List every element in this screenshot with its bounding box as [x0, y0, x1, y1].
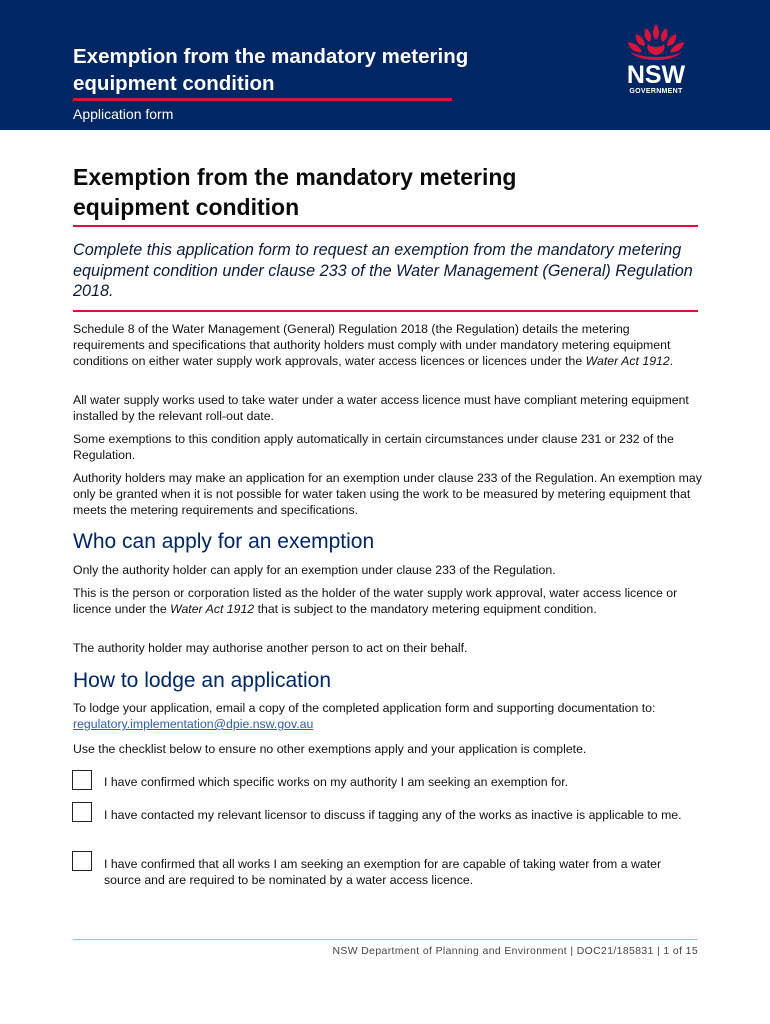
header-red-rule — [73, 98, 452, 101]
paragraph-who-3: The authority holder may authorise another person to act on their behalf. — [73, 641, 468, 655]
header-title — [73, 43, 573, 97]
nsw-government-logo — [618, 22, 694, 100]
checklist-item-3: I have confirmed that all works I am seeking an exemption for are capable of taking water from a water source and are required to be nominated by a water access licence. — [104, 857, 662, 887]
paragraph-schedule-end: . — [669, 354, 674, 368]
paragraph-automatic: Some exemptions to this condition apply automatically in certain circumstances under clause 231 or 232 of the Regulation. — [73, 432, 674, 462]
intro-text: Complete this application form to request an exemption from the mandatory metering equipment condition under clause 233 of the Water Management (General) Regulation 2018. — [73, 241, 693, 300]
checklist-checkbox-2[interactable] — [72, 802, 92, 822]
logo-nsw-text: NSW — [626, 61, 686, 89]
logo-government-text: GOVERNMENT — [629, 88, 683, 95]
paragraph-schedule-text: Schedule 8 of the Water Management (General) Regulation 2018 (the Regulation) details the metering requirements and specifications that authority holders must comply with under mandatory metering equipment conditions on either water supply work approvals, water access licences or licences under the — [73, 322, 671, 368]
paragraph-who-2-end: that is subject to the mandatory metering equipment condition. — [254, 602, 597, 616]
checklist-checkbox-3[interactable] — [72, 851, 92, 871]
document-title-line2: equipment condition — [73, 194, 300, 220]
footer-divider — [73, 939, 698, 940]
document-title — [73, 162, 693, 222]
document-title-line1: Exemption from the mandatory metering — [73, 164, 517, 190]
title-divider — [73, 225, 698, 227]
intro-divider — [73, 310, 698, 312]
paragraph-schedule — [73, 321, 703, 369]
header-subtitle: Application form — [73, 106, 174, 122]
paragraph-authority: Authority holders may make an application for an exemption under clause 233 of the Regulation. An exemption may only be granted when it is not possible for water taken using the work to be measured by metering equipment that meets the metering requirements and specifications. — [73, 471, 702, 517]
act-reference-2: Water Act 1912 — [170, 602, 255, 616]
checklist-item-1: I have confirmed which specific works on my authority I am seeking an exemption for. — [104, 775, 569, 789]
paragraph-who-2 — [73, 585, 703, 617]
header-title-line1: Exemption from the mandatory metering — [73, 45, 469, 68]
heading-who-can-apply: Who can apply for an exemption — [73, 530, 375, 553]
checklist-item-2: I have contacted my relevant licensor to discuss if tagging any of the works as inactive is applicable to me. — [104, 808, 682, 822]
paragraph-works: All water supply works used to take water under a water access licence must have compliant metering equipment installed by the relevant roll-out date. — [73, 393, 689, 423]
waratah-icon — [618, 22, 694, 64]
paragraph-checklist-intro: Use the checklist below to ensure no other exemptions apply and your application is complete. — [73, 742, 587, 756]
header-banner — [0, 0, 770, 130]
paragraph-lodge — [73, 700, 703, 732]
act-reference: Water Act 1912 — [585, 354, 670, 368]
paragraph-who-2-text: This is the person or corporation listed as the holder of the water supply work approval, water access licence or licence under the — [73, 586, 678, 616]
checklist-checkbox-1[interactable] — [72, 770, 92, 790]
paragraph-lodge-text: To lodge your application, email a copy of the completed application form and supporting documentation to: — [73, 701, 656, 715]
paragraph-who-1: Only the authority holder can apply for an exemption under clause 233 of the Regulation. — [73, 563, 556, 577]
heading-how-to-lodge: How to lodge an application — [73, 669, 332, 692]
email-link[interactable]: regulatory.implementation@dpie.nsw.gov.au — [73, 717, 314, 731]
page-footer: NSW Department of Planning and Environment | DOC21/185831 | 1 of 15 — [332, 946, 698, 957]
header-title-line2: equipment condition — [73, 72, 275, 95]
